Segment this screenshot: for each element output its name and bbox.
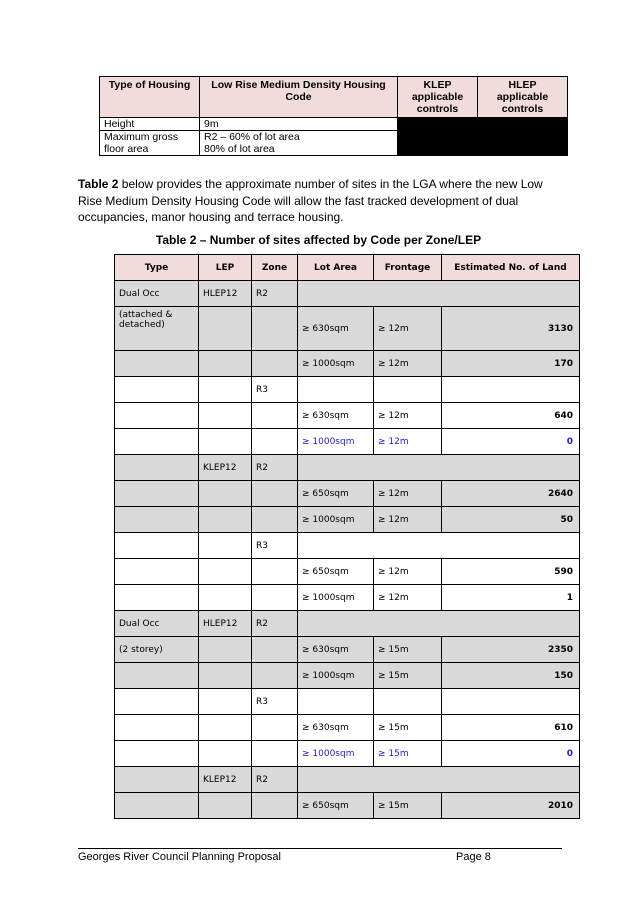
- frontage-cell: ≥ 12m: [374, 429, 442, 455]
- frontage-cell: ≥ 15m: [374, 741, 442, 767]
- intro-paragraph: [78, 176, 558, 226]
- zone-cell: R2: [252, 767, 298, 793]
- table-row: [115, 741, 580, 767]
- zone-cell: [252, 507, 298, 533]
- estimate-cell: 0: [442, 741, 580, 767]
- zone-cell: [252, 481, 298, 507]
- estimate-cell: 2010: [442, 793, 580, 819]
- lep-cell: KLEP12: [199, 767, 252, 793]
- lep-cell: [199, 637, 252, 663]
- frontage-cell: [374, 377, 442, 403]
- table-row: [115, 663, 580, 689]
- table-row: [115, 559, 580, 585]
- zone-cell: R2: [252, 611, 298, 637]
- lot-area-cell: ≥ 1000sqm: [298, 585, 374, 611]
- frontage-cell: ≥ 12m: [374, 307, 442, 351]
- merged-cell: [298, 455, 580, 481]
- zone-cell: R2: [252, 281, 298, 307]
- estimate-cell: [442, 689, 580, 715]
- housing-table-header: [100, 77, 568, 118]
- zone-cell: [252, 351, 298, 377]
- frontage-cell: ≥ 12m: [374, 351, 442, 377]
- frontage-cell: ≥ 12m: [374, 507, 442, 533]
- paragraph-text: below provides the approximate number of sites in the LGA where the new Low Rise Medium Density Housing Code will allow the fast tracked development of dual occupancies, manor housing and terrace housing.: [78, 177, 543, 224]
- estimate-cell: 0: [442, 429, 580, 455]
- table-row: [115, 767, 580, 793]
- table-row: [115, 637, 580, 663]
- housing-value-cell: [200, 131, 398, 156]
- header-low-rise-code: Low Rise Medium Density Housing Code: [200, 77, 398, 118]
- table-row: [115, 429, 580, 455]
- table-row: [115, 403, 580, 429]
- type-cell: [115, 767, 199, 793]
- type-cell: (attached & detached): [115, 307, 199, 351]
- type-cell: [115, 507, 199, 533]
- header-frontage: Frontage: [374, 255, 442, 281]
- type-cell: [115, 559, 199, 585]
- lot-area-cell: [298, 689, 374, 715]
- frontage-cell: ≥ 15m: [374, 637, 442, 663]
- frontage-cell: ≥ 15m: [374, 663, 442, 689]
- lep-cell: [199, 533, 252, 559]
- type-cell: [115, 741, 199, 767]
- lep-cell: [199, 307, 252, 351]
- lot-area-cell: ≥ 1000sqm: [298, 351, 374, 377]
- header-lot-area: Lot Area: [298, 255, 374, 281]
- merged-cell: [298, 611, 580, 637]
- footer-title: Georges River Council Planning Proposal: [78, 851, 281, 863]
- lep-cell: KLEP12: [199, 455, 252, 481]
- header-klep-controls: KLEP applicable controls: [398, 77, 478, 118]
- type-cell: [115, 585, 199, 611]
- type-cell: [115, 689, 199, 715]
- type-cell: [115, 429, 199, 455]
- frontage-cell: ≥ 12m: [374, 559, 442, 585]
- lep-cell: [199, 741, 252, 767]
- lot-area-cell: ≥ 650sqm: [298, 559, 374, 585]
- estimate-cell: 1: [442, 585, 580, 611]
- lep-cell: [199, 429, 252, 455]
- type-cell: [115, 377, 199, 403]
- type-cell: [115, 793, 199, 819]
- zone-cell: [252, 793, 298, 819]
- type-cell: [115, 533, 199, 559]
- estimate-cell: 610: [442, 715, 580, 741]
- sites-table-body: [115, 281, 580, 819]
- lot-area-cell: ≥ 630sqm: [298, 307, 374, 351]
- housing-type-cell: Height: [100, 118, 200, 131]
- frontage-cell: ≥ 12m: [374, 403, 442, 429]
- type-cell: [115, 663, 199, 689]
- zone-cell: R3: [252, 533, 298, 559]
- lot-area-cell: [298, 377, 374, 403]
- zone-cell: [252, 585, 298, 611]
- estimate-cell: 150: [442, 663, 580, 689]
- merged-cell: [298, 533, 580, 559]
- lot-area-cell: ≥ 1000sqm: [298, 507, 374, 533]
- lep-cell: [199, 377, 252, 403]
- sites-table: [114, 254, 580, 819]
- lep-cell: HLEP12: [199, 611, 252, 637]
- table-row: [115, 585, 580, 611]
- zone-cell: R2: [252, 455, 298, 481]
- zone-cell: [252, 741, 298, 767]
- estimate-cell: 2640: [442, 481, 580, 507]
- lot-area-cell: ≥ 1000sqm: [298, 741, 374, 767]
- redacted-block: [398, 118, 568, 156]
- frontage-cell: ≥ 12m: [374, 481, 442, 507]
- lep-cell: [199, 351, 252, 377]
- type-cell: (2 storey): [115, 637, 199, 663]
- lot-area-cell: ≥ 650sqm: [298, 481, 374, 507]
- value-line: R2 – 60% of lot area: [204, 131, 300, 143]
- lep-cell: [199, 793, 252, 819]
- table-row: [115, 377, 580, 403]
- merged-cell: [298, 767, 580, 793]
- page-number: Page 8: [456, 851, 491, 863]
- zone-cell: [252, 559, 298, 585]
- type-cell: [115, 455, 199, 481]
- zone-cell: [252, 663, 298, 689]
- table-caption: Table 2 – Number of sites affected by Code per Zone/LEP: [155, 233, 482, 247]
- estimate-cell: 590: [442, 559, 580, 585]
- lot-area-cell: ≥ 1000sqm: [298, 429, 374, 455]
- lep-cell: [199, 403, 252, 429]
- table-row: [115, 533, 580, 559]
- lep-cell: [199, 663, 252, 689]
- type-cell: [115, 351, 199, 377]
- zone-cell: R3: [252, 377, 298, 403]
- zone-cell: [252, 637, 298, 663]
- housing-controls-table: [99, 76, 568, 156]
- zone-cell: [252, 715, 298, 741]
- estimate-cell: 640: [442, 403, 580, 429]
- estimate-cell: 2350: [442, 637, 580, 663]
- sites-table-header: [115, 255, 580, 281]
- estimate-cell: 170: [442, 351, 580, 377]
- lep-cell: [199, 585, 252, 611]
- type-cell: Dual Occ: [115, 281, 199, 307]
- table-row: [100, 118, 568, 131]
- header-type: Type: [115, 255, 199, 281]
- frontage-cell: ≥ 15m: [374, 793, 442, 819]
- type-cell: [115, 715, 199, 741]
- table-row: [115, 307, 580, 351]
- table-row: [115, 507, 580, 533]
- lep-cell: [199, 507, 252, 533]
- footer-rule: [78, 848, 562, 849]
- type-cell: Dual Occ: [115, 611, 199, 637]
- lep-cell: [199, 715, 252, 741]
- header-type-of-housing: Type of Housing: [100, 77, 200, 118]
- lot-area-cell: ≥ 1000sqm: [298, 663, 374, 689]
- table-row: [115, 689, 580, 715]
- table-row: [115, 611, 580, 637]
- table-row: [115, 351, 580, 377]
- header-lep: LEP: [199, 255, 252, 281]
- lep-cell: [199, 689, 252, 715]
- merged-cell: [298, 281, 580, 307]
- estimate-cell: 3130: [442, 307, 580, 351]
- zone-cell: [252, 403, 298, 429]
- table-row: [115, 715, 580, 741]
- header-estimated: Estimated No. of Land: [442, 255, 580, 281]
- estimate-cell: 50: [442, 507, 580, 533]
- table-row: [115, 481, 580, 507]
- lep-cell: [199, 481, 252, 507]
- frontage-cell: ≥ 12m: [374, 585, 442, 611]
- lot-area-cell: ≥ 630sqm: [298, 637, 374, 663]
- zone-cell: [252, 307, 298, 351]
- lot-area-cell: ≥ 630sqm: [298, 403, 374, 429]
- type-cell: [115, 481, 199, 507]
- zone-cell: R3: [252, 689, 298, 715]
- type-cell: [115, 403, 199, 429]
- table-row: [115, 793, 580, 819]
- header-hlep-controls: HLEP applicable controls: [478, 77, 568, 118]
- table-row: [115, 281, 580, 307]
- lep-cell: HLEP12: [199, 281, 252, 307]
- estimate-cell: [442, 377, 580, 403]
- housing-value-cell: 9m: [200, 118, 398, 131]
- header-zone: Zone: [252, 255, 298, 281]
- frontage-cell: ≥ 15m: [374, 715, 442, 741]
- housing-type-cell: Maximum gross floor area: [100, 131, 200, 156]
- paragraph-lead: Table 2: [78, 177, 119, 191]
- table-row: [115, 455, 580, 481]
- value-line: 80% of lot area: [204, 143, 275, 155]
- frontage-cell: [374, 689, 442, 715]
- lep-cell: [199, 559, 252, 585]
- lot-area-cell: ≥ 630sqm: [298, 715, 374, 741]
- lot-area-cell: ≥ 650sqm: [298, 793, 374, 819]
- zone-cell: [252, 429, 298, 455]
